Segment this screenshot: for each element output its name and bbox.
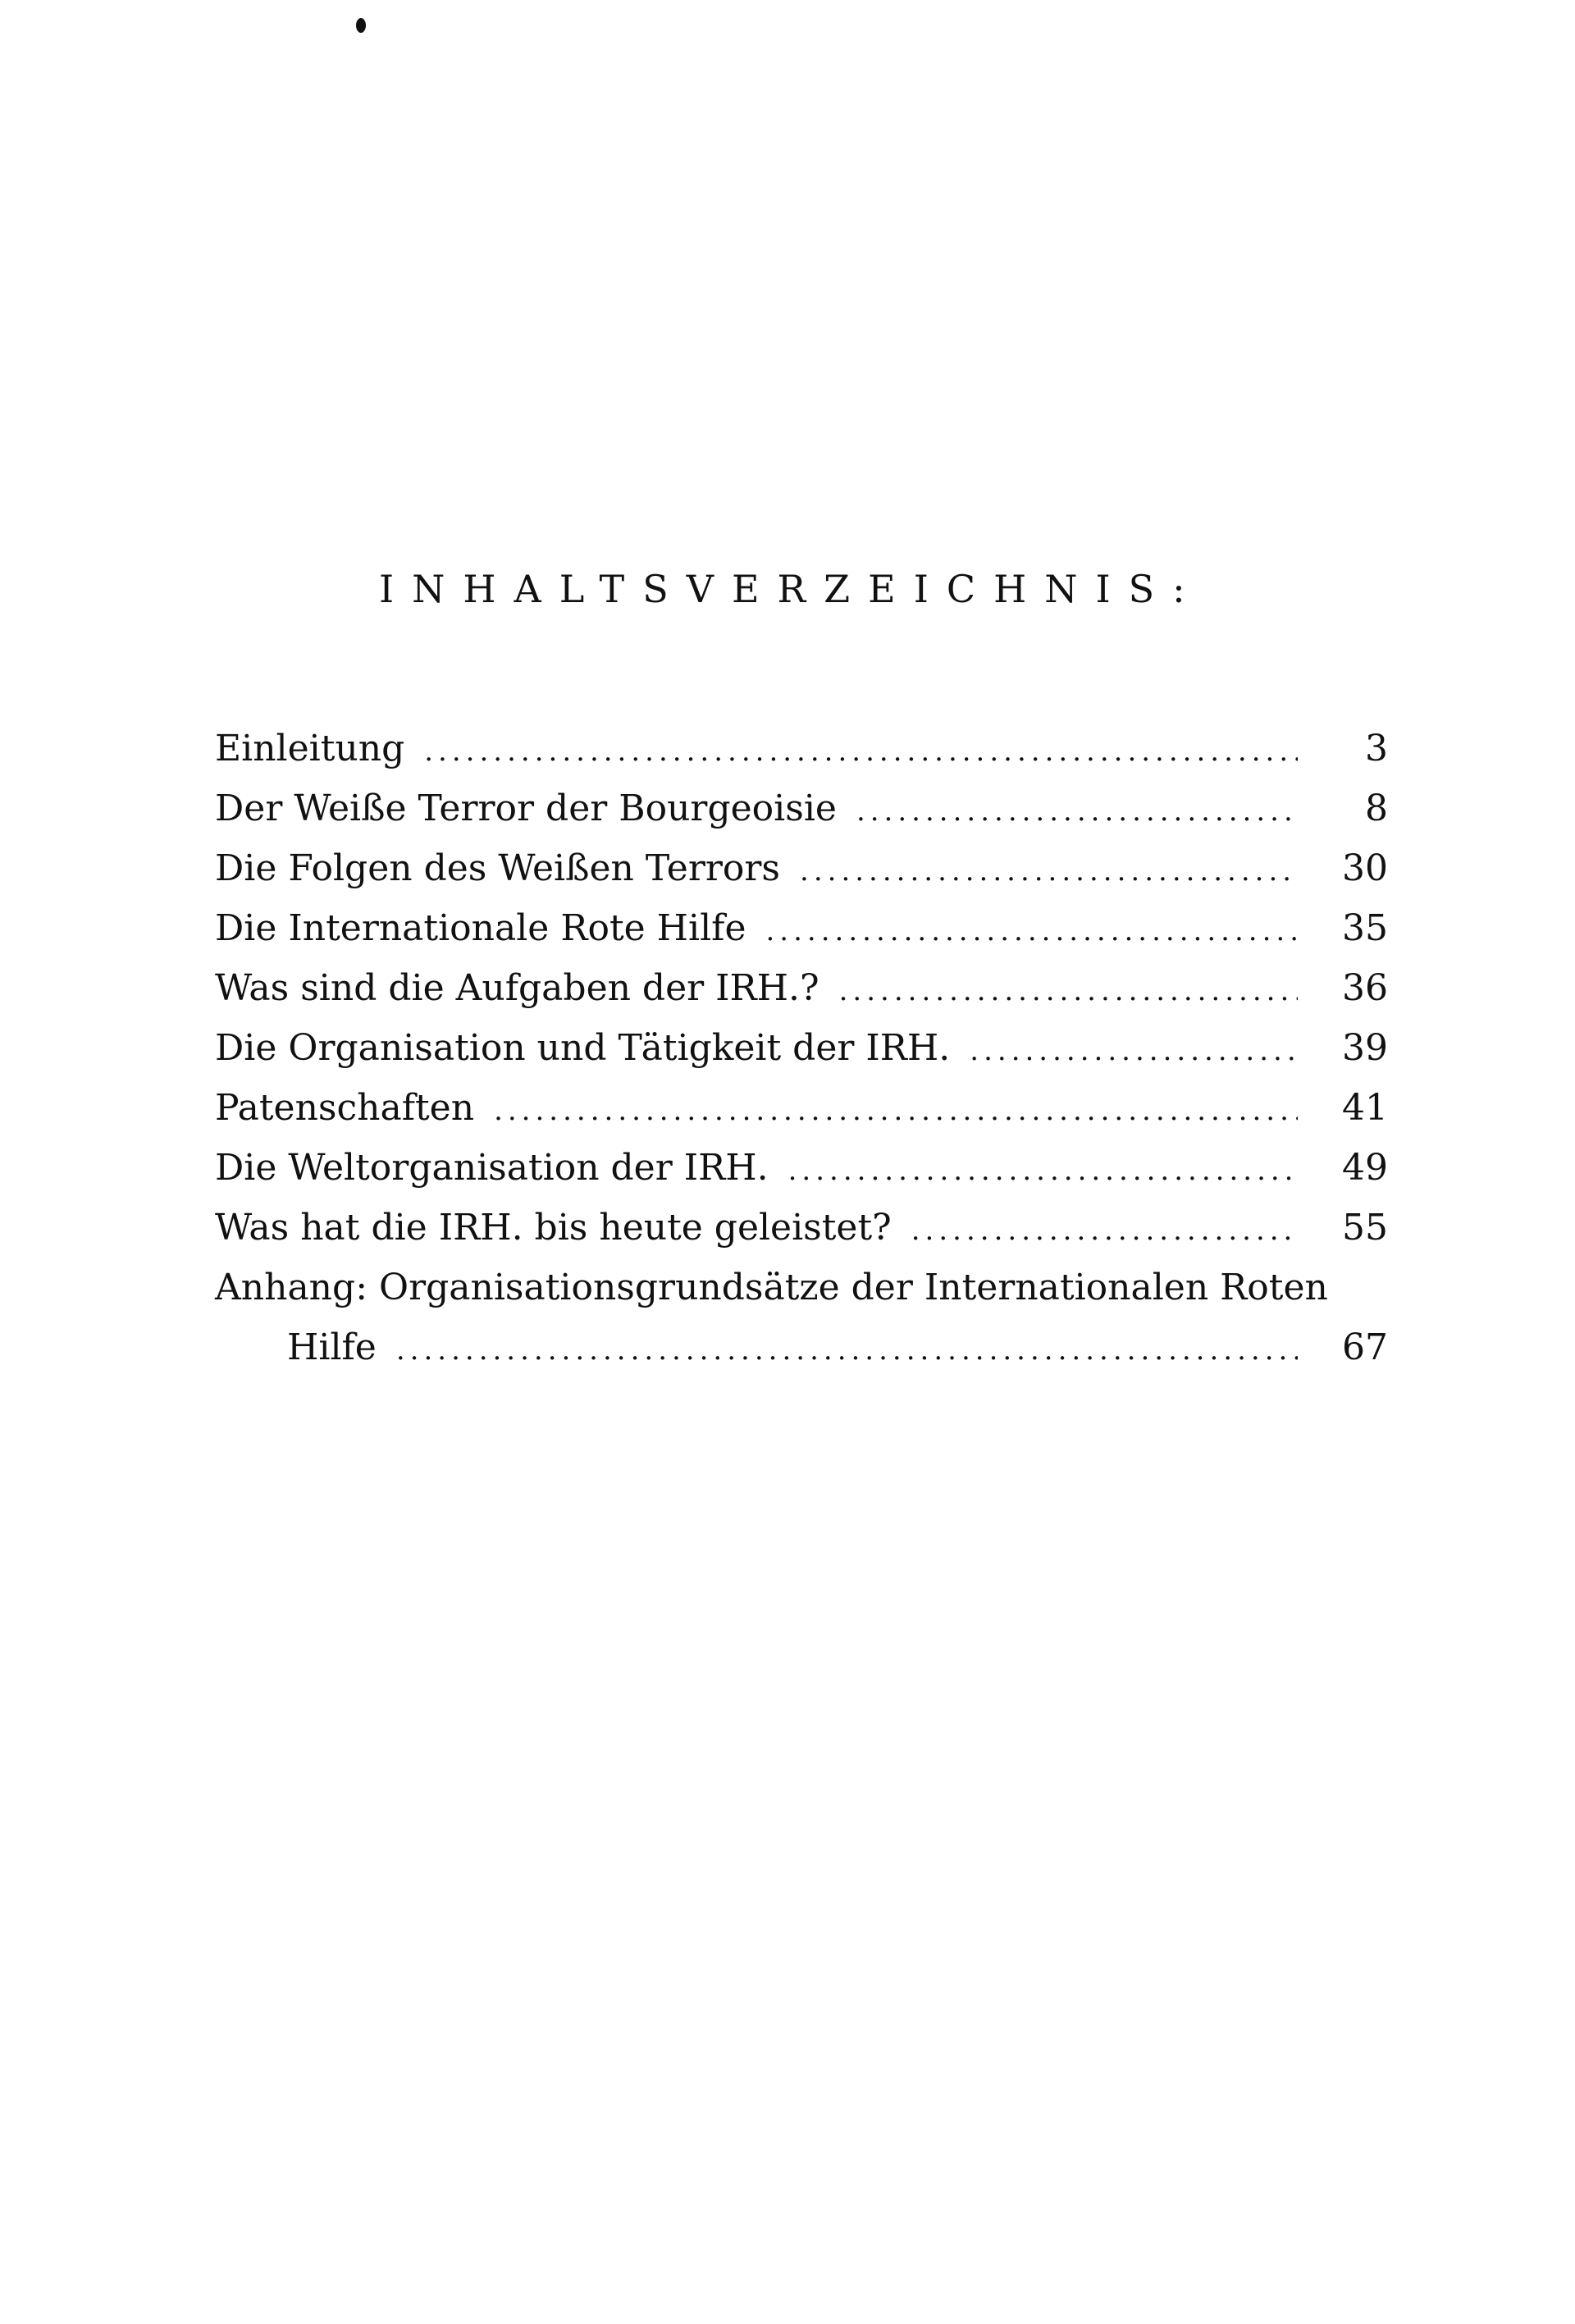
toc-entry — [215, 1198, 1388, 1258]
toc-dot-leader — [911, 1201, 1298, 1261]
toc-dot-leader — [856, 782, 1298, 842]
toc-dot-leader — [424, 722, 1298, 782]
toc-entry-title-line1: Anhang: Organisationsgrundsätze der Internationalen Roten — [215, 1267, 1328, 1308]
toc-entry-page: 3 — [1365, 728, 1388, 769]
toc-entry-page: 39 — [1342, 1027, 1388, 1069]
toc-entry-title: Was hat die IRH. bis heute geleistet? — [215, 1207, 892, 1249]
toc-entry — [215, 1258, 1388, 1377]
toc-entry-page: 30 — [1342, 847, 1388, 889]
toc-entry-page: 55 — [1342, 1207, 1388, 1249]
table-of-contents — [215, 719, 1388, 1377]
toc-entry — [215, 838, 1388, 898]
toc-entry — [215, 898, 1388, 958]
toc-entry-title: Die Folgen des Weißen Terrors — [215, 847, 781, 889]
ink-speck — [356, 18, 366, 33]
toc-entry-title: Patenschaften — [215, 1087, 475, 1129]
toc-entry-title: Einleitung — [215, 728, 405, 769]
toc-dot-leader — [494, 1081, 1298, 1141]
toc-entry-title: Die Weltorganisation der IRH. — [215, 1147, 769, 1189]
toc-entry-page: 35 — [1342, 907, 1388, 949]
toc-dot-leader — [396, 1321, 1298, 1381]
toc-entry — [215, 719, 1388, 778]
toc-entry-title: Die Organisation und Tätigkeit der IRH. — [215, 1027, 951, 1069]
toc-entry-page: 41 — [1342, 1087, 1388, 1129]
toc-entry — [215, 1078, 1388, 1138]
toc-entry-title: Der Weiße Terror der Bourgeoisie — [215, 788, 837, 829]
toc-entry — [215, 1138, 1388, 1198]
toc-entry-page: 8 — [1365, 788, 1388, 829]
toc-entry — [215, 778, 1388, 838]
toc-dot-leader — [970, 1021, 1298, 1081]
toc-dot-leader — [800, 842, 1298, 902]
toc-entry-title-line2: Hilfe — [287, 1326, 377, 1368]
toc-entry — [215, 1018, 1388, 1078]
toc-entry-title: Die Internationale Rote Hilfe — [215, 907, 746, 949]
toc-entry-title: Was sind die Aufgaben der IRH.? — [215, 967, 819, 1009]
toc-entry-page: 36 — [1342, 967, 1388, 1009]
toc-entry-page: 67 — [1342, 1326, 1388, 1368]
toc-dot-leader — [839, 961, 1298, 1021]
toc-heading: INHALTSVERZEICHNIS: — [379, 567, 1203, 611]
toc-dot-leader — [766, 902, 1299, 961]
toc-entry-page: 49 — [1342, 1147, 1388, 1189]
toc-dot-leader — [788, 1141, 1298, 1201]
toc-entry — [215, 958, 1388, 1018]
